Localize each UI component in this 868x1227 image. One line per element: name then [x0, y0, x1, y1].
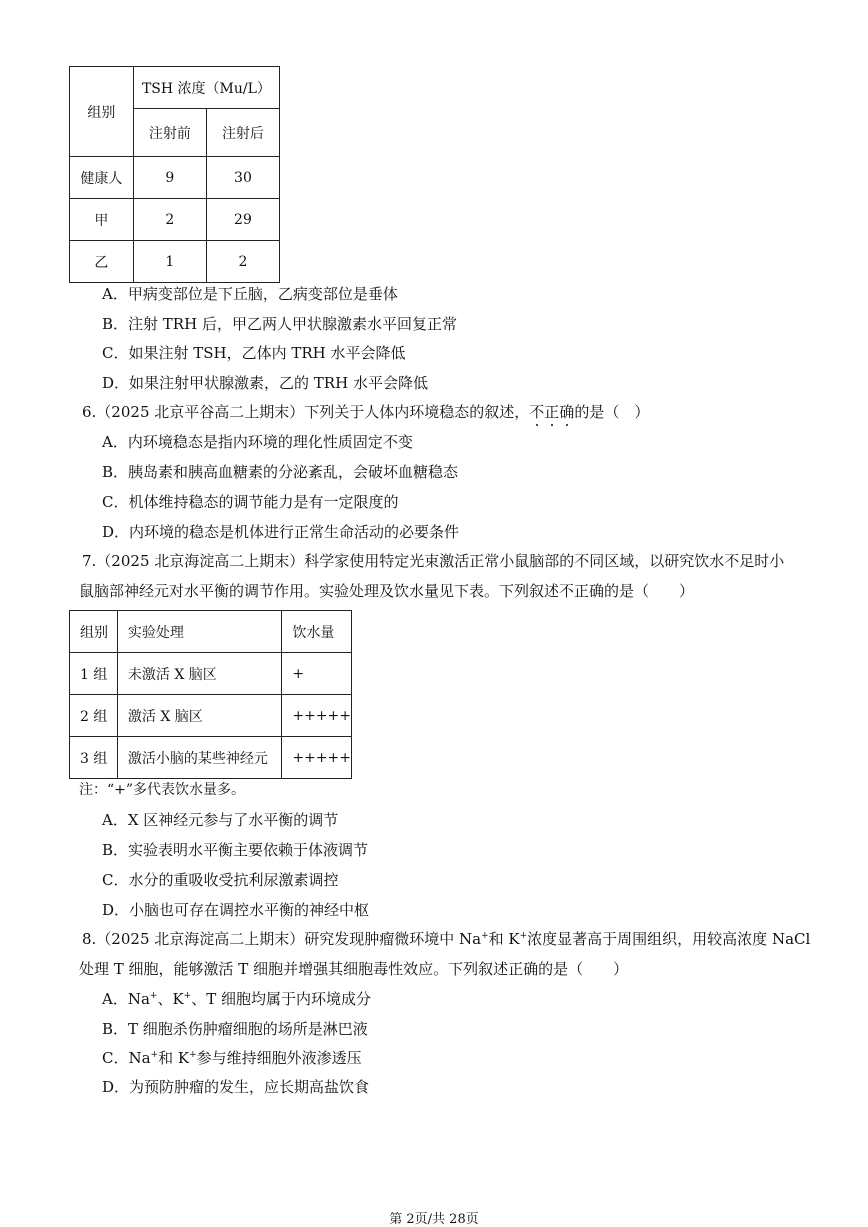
- q6-option-c: C．机体维持稳态的调节能力是有一定限度的: [102, 493, 399, 511]
- q7-option-c: C．水分的重吸收受抗利尿激素调控: [102, 871, 339, 889]
- superscript-plus: +: [183, 991, 192, 1001]
- q8-option-a: [102, 989, 371, 1009]
- table-cell: 2: [206, 241, 279, 283]
- q6-stem-text: 6.（2025 北京平谷高二上期末）下列关于人体内环境稳态的叙述，: [82, 403, 530, 421]
- q8-stem-text: 和 K: [488, 930, 520, 948]
- option-text: 和 K: [158, 1049, 190, 1067]
- table-header-cell: 实验处理: [117, 611, 281, 653]
- q7-stem-line1: 7.（2025 北京海淀高二上期末）科学家使用特定光束激活正常小鼠脑部的不同区域，以研究饮水不足时小: [82, 552, 785, 570]
- table-cell: 29: [206, 199, 279, 241]
- emphasis-char: 不: [529, 403, 545, 421]
- superscript-plus: +: [519, 931, 528, 941]
- emphasis-char: 确: [559, 403, 575, 421]
- table-cell: +++++: [282, 695, 352, 737]
- table-cell: 健康人: [70, 157, 134, 199]
- table-cell: 3 组: [70, 737, 118, 779]
- q6-stem-end: 的是（ ）: [574, 403, 650, 421]
- table-cell: 30: [206, 157, 279, 199]
- table-cell: +: [282, 653, 352, 695]
- table-cell: +++++: [282, 737, 352, 779]
- table-cell: 乙: [70, 241, 134, 283]
- table-header-cell: 饮水量: [282, 611, 352, 653]
- superscript-plus: +: [150, 1050, 159, 1060]
- q7-note: 注：“+”多代表饮水量多。: [79, 782, 246, 798]
- q6-stem: [82, 402, 649, 422]
- emphasis-char: 正: [544, 403, 560, 421]
- q7-stem-line2: 鼠脑部神经元对水平衡的调节作用。实验处理及饮水量见下表。下列叙述不正确的是（ ）: [79, 582, 695, 600]
- page-footer: 第 2页/共 28页: [389, 1212, 479, 1227]
- q8-stem-line1: [82, 929, 810, 949]
- table-cell: 1 组: [70, 653, 118, 695]
- table-header-after: 注射后: [206, 109, 279, 157]
- superscript-plus: +: [149, 991, 158, 1001]
- table-row: [70, 653, 352, 695]
- q6-option-d: D．内环境的稳态是机体进行正常生命活动的必要条件: [102, 523, 460, 541]
- tsh-table: [69, 66, 280, 283]
- q8-stem-text: 8.（2025 北京海淀高二上期末）研究发现肿瘤微环境中 Na: [82, 930, 482, 948]
- table-cell: 激活 X 脑区: [117, 695, 281, 737]
- q7-option-d: D．小脑也可存在调控水平衡的神经中枢: [102, 901, 370, 919]
- option-text: C．Na: [102, 1049, 151, 1067]
- q8-option-c: [102, 1048, 362, 1068]
- q5-option-d: D．如果注射甲状腺激素，乙的 TRH 水平会降低: [102, 374, 428, 392]
- table-cell: 2: [133, 199, 206, 241]
- q7-option-a: A．X 区神经元参与了水平衡的调节: [102, 811, 339, 829]
- table-cell: 1: [133, 241, 206, 283]
- table-row: [70, 157, 280, 199]
- superscript-plus: +: [189, 1050, 197, 1060]
- table-row: [70, 241, 280, 283]
- q8-stem-text: 浓度显著高于周围组织，用较高浓度 NaCl: [527, 930, 811, 948]
- q8-option-b: B．T 细胞杀伤肿瘤细胞的场所是淋巴液: [102, 1020, 368, 1038]
- table-cell: 2 组: [70, 695, 118, 737]
- q8-stem-line2: 处理 T 细胞，能够激活 T 细胞并增强其细胞毒性效应。下列叙述正确的是（ ）: [79, 960, 629, 978]
- option-text: 、K: [157, 990, 184, 1008]
- q6-option-b: B．胰岛素和胰高血糖素的分泌紊乱，会破坏血糖稳态: [102, 463, 459, 481]
- q5-option-b: B．注射 TRH 后，甲乙两人甲状腺激素水平回复正常: [102, 315, 457, 333]
- superscript-plus: +: [481, 931, 489, 941]
- table-cell: 9: [133, 157, 206, 199]
- q6-option-a: A．内环境稳态是指内环境的理化性质固定不变: [102, 433, 413, 451]
- table-group-header: TSH 浓度（Mu/L）: [133, 67, 279, 109]
- table-cell: 激活小脑的某些神经元: [117, 737, 281, 779]
- table-header-cell: 组别: [70, 611, 118, 653]
- q7-table: [69, 610, 352, 779]
- table-row: [70, 695, 352, 737]
- table-cell: 甲: [70, 199, 134, 241]
- table-header-row: [70, 611, 352, 653]
- table-corner-cell: 组别: [70, 67, 134, 157]
- table-header-before: 注射前: [133, 109, 206, 157]
- option-text: 、T 细胞均属于内环境成分: [191, 990, 371, 1008]
- q5-option-a: A．甲病变部位是下丘脑，乙病变部位是垂体: [102, 285, 398, 303]
- table-row: [70, 737, 352, 779]
- q7-option-b: B．实验表明水平衡主要依赖于体液调节: [102, 841, 369, 859]
- q5-option-c: C．如果注射 TSH，乙体内 TRH 水平会降低: [102, 344, 406, 362]
- option-text: 参与维持细胞外液渗透压: [196, 1049, 362, 1067]
- table-cell: 未激活 X 脑区: [117, 653, 281, 695]
- q8-option-d: D．为预防肿瘤的发生，应长期高盐饮食: [102, 1078, 370, 1096]
- option-text: A．Na: [102, 990, 150, 1008]
- table-row: [70, 199, 280, 241]
